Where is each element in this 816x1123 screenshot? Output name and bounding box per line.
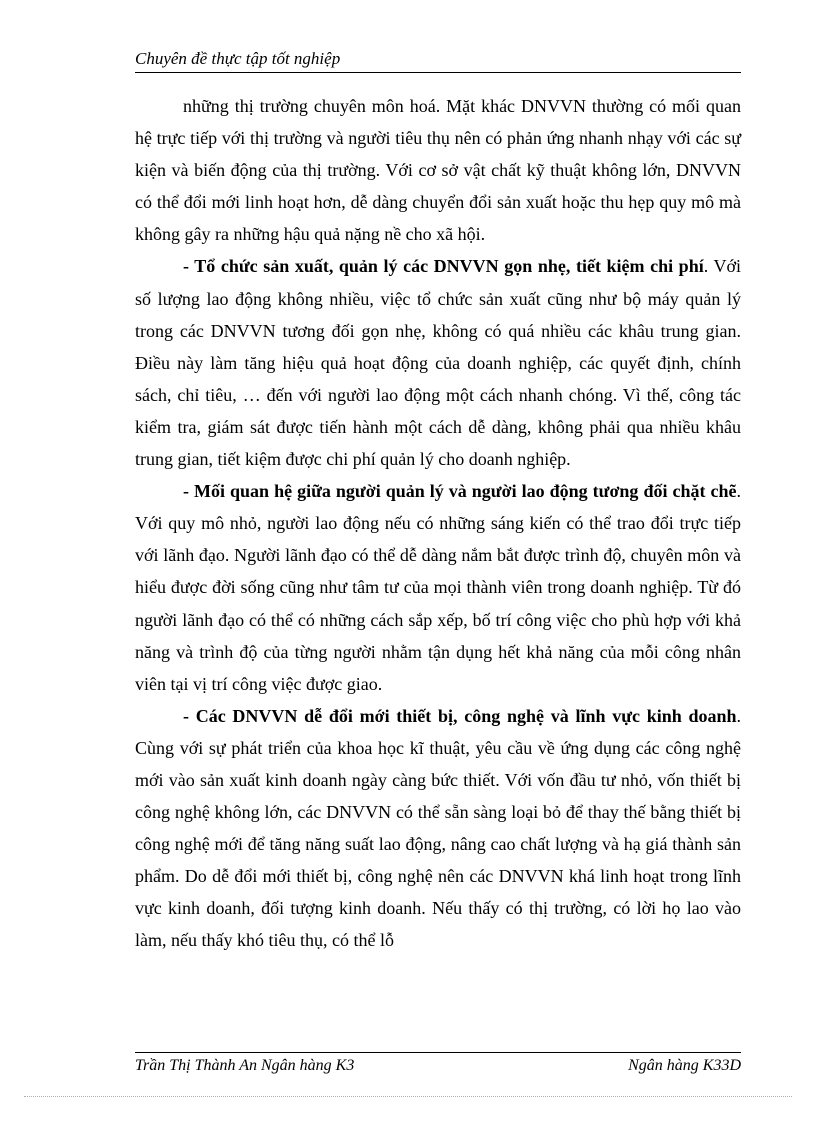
- paragraph-technology: [135, 700, 741, 957]
- header-title: Chuyên đề thực tập tốt nghiệp: [135, 49, 341, 68]
- document-body: [135, 90, 741, 957]
- paragraph-continuation: [135, 90, 741, 250]
- paragraph-relationship: [135, 475, 741, 700]
- paragraph-management: [135, 250, 741, 475]
- paragraph-text: . Cùng với sự phát triển của khoa học kĩ thuật, yêu cầu về ứng dụng các công nghệ mới vào sản xuất kinh doanh ngày càng bức thiết. Với vốn đầu tư nhỏ, vốn thiết bị công nghệ không lớn, các DNVVN có thể sẵn sàng loại bỏ để thay thế bằng thiết bị công nghệ mới để tăng năng suất lao động, nâng cao chất lượng và hạ giá thành sản phẩm. Do dễ đổi mới thiết bị, công nghệ nên các DNVVN khá linh hoạt trong lĩnh vực kinh doanh, đối tượng kinh doanh. Nếu thấy có thị trường, có lời họ lao vào làm, nếu thấy khó tiêu thụ, có thể lỗ: [135, 705, 741, 951]
- page-bottom-divider: [24, 1096, 792, 1097]
- paragraph-heading: - Tổ chức sản xuất, quản lý các DNVVN gọn nhẹ, tiết kiệm chi phí: [183, 256, 704, 277]
- paragraph-text: . Với quy mô nhỏ, người lao động nếu có những sáng kiến có thể trao đổi trực tiếp với lãnh đạo. Người lãnh đạo có thể dễ dàng nắm bắt được trình độ, chuyên môn và hiểu được đời sống cũng như tâm tư của mọi thành viên trong doanh nghiệp. Từ đó người lãnh đạo có thể có những cách sắp xếp, bố trí công việc cho phù hợp với khả năng và trình độ của từng người nhằm tận dụng hết khả năng của mỗi công nhân viên tại vị trí công việc được giao.: [135, 481, 741, 694]
- paragraph-heading: - Các DNVVN dễ đổi mới thiết bị, công nghệ và lĩnh vực kinh doanh: [183, 705, 737, 726]
- page-header: [135, 48, 741, 73]
- paragraph-heading: - Mối quan hệ giữa người quản lý và người lao động tương đối chặt chẽ: [183, 481, 737, 502]
- paragraph-text: . Với số lượng lao động không nhiều, việc tổ chức sản xuất cũng như bộ máy quản lý trong các DNVVN tương đối gọn nhẹ, không có quá nhiều các khâu trung gian. Điều này làm tăng hiệu quả hoạt động của doanh nghiệp, các quyết định, chính sách, chỉ tiêu, … đến với người lao động một cách nhanh chóng. Vì thế, công tác kiểm tra, giám sát được tiến hành một cách dễ dàng, không phải qua nhiều khâu trung gian, tiết kiệm được chi phí quản lý cho doanh nghiệp.: [135, 256, 741, 470]
- footer-author: Trần Thị Thành An Ngân hàng K3: [135, 1057, 355, 1074]
- footer-class: Ngân hàng K33D: [628, 1057, 741, 1074]
- paragraph-text: những thị trường chuyên môn hoá. Mặt khác DNVVN thường có mối quan hệ trực tiếp với thị trường và người tiêu thụ nên có phản ứng nhanh nhạy với các sự kiện và biến động của thị trường. Với cơ sở vật chất kỹ thuật không lớn, DNVVN có thể đổi mới linh hoạt hơn, dễ dàng chuyển đổi sản xuất hoặc thu hẹp quy mô mà không gây ra những hậu quả nặng nề cho xã hội.: [135, 96, 741, 245]
- page-footer: [135, 1052, 741, 1076]
